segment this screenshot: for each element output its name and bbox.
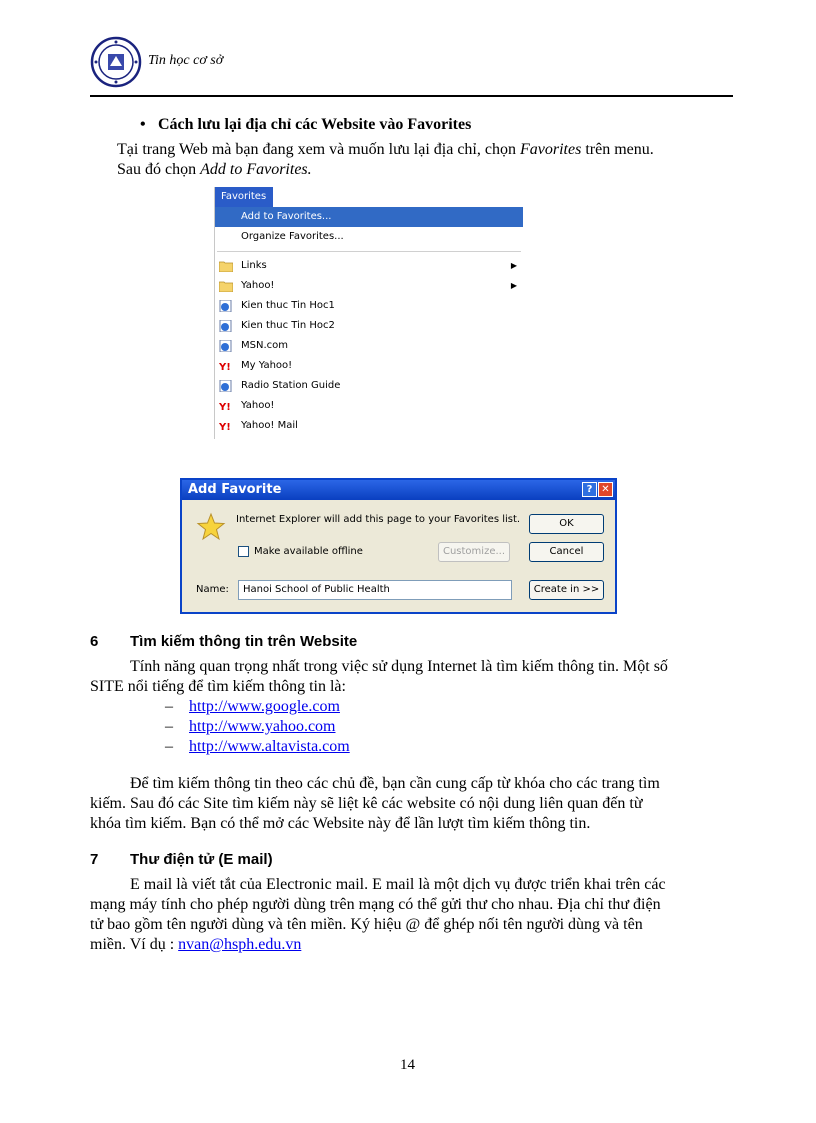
ie-page-icon: [219, 300, 233, 312]
intro-emphasis: Favorites: [519, 141, 582, 158]
menu-item-radio-station[interactable]: [215, 376, 523, 396]
menu-item-my-yahoo[interactable]: [215, 356, 523, 376]
menu-item-label: My Yahoo!: [241, 360, 293, 371]
svg-text:Y!: Y!: [219, 362, 231, 372]
intro-emphasis: Add to Favorites.: [200, 161, 312, 178]
list-item: – http://www.altavista.com: [165, 738, 350, 755]
favorites-menu: [214, 187, 523, 439]
submenu-arrow-icon: ▶: [510, 281, 517, 290]
menu-item-msn[interactable]: [215, 336, 523, 356]
yahoo-icon: [219, 420, 233, 432]
section-number: 6: [90, 633, 99, 650]
menu-item-label: Yahoo! Mail: [241, 420, 298, 431]
menu-item-organize-favorites[interactable]: Organize Favorites...: [241, 231, 344, 242]
menu-item-kien-thuc-1[interactable]: [215, 296, 523, 316]
intro-text: Sau đó chọn: [117, 161, 201, 178]
help-button[interactable]: ?: [582, 482, 597, 497]
menu-item-label: MSN.com: [241, 340, 288, 351]
offline-label: Make available offline: [254, 546, 363, 557]
section-6-paragraph: [90, 657, 740, 697]
menu-item-label: Links: [241, 260, 267, 271]
star-icon: [196, 512, 226, 542]
intro-paragraph: [117, 140, 737, 180]
paragraph-text: miền. Ví dụ :: [90, 936, 179, 953]
name-input[interactable]: Hanoi School of Public Health: [238, 580, 512, 600]
submenu-arrow-icon: ▶: [510, 261, 517, 270]
paragraph-line: Tính năng quan trọng nhất trong việc sử dụng Internet là tìm kiếm thông tin. Một số: [130, 658, 668, 675]
close-button[interactable]: ✕: [598, 482, 613, 497]
paragraph-line: [90, 935, 740, 955]
menu-item-yahoo-mail[interactable]: [215, 416, 523, 436]
offline-checkbox[interactable]: [238, 546, 249, 557]
menu-separator: [217, 251, 521, 252]
section-7-paragraph: [90, 875, 740, 955]
google-link[interactable]: http://www.google.com: [189, 698, 340, 715]
paragraph-line: khóa tìm kiếm. Bạn có thể mở các Website này để lần lượt tìm kiếm thông tin.: [90, 815, 591, 832]
menu-item-label: Yahoo!: [241, 280, 275, 291]
yahoo-icon: [219, 400, 233, 412]
school-logo-icon: [90, 36, 142, 88]
dialog-title: Add Favorite: [188, 482, 282, 497]
menu-item-label: Kien thuc Tin Hoc1: [241, 300, 335, 311]
menu-item-add-to-favorites[interactable]: Add to Favorites...: [215, 207, 523, 227]
add-favorite-dialog: [180, 478, 617, 614]
dialog-message: Internet Explorer will add this page to your Favorites list.: [236, 514, 521, 525]
section-title: Tìm kiếm thông tin trên Website: [130, 633, 358, 650]
ie-page-icon: [219, 340, 233, 352]
cancel-button[interactable]: Cancel: [529, 542, 604, 562]
dialog-title-bar: [182, 480, 615, 500]
intro-text: trên menu.: [581, 141, 654, 158]
folder-icon: [219, 260, 233, 272]
section-number: 7: [90, 851, 99, 868]
menu-item-label: Radio Station Guide: [241, 380, 341, 391]
menu-item-kien-thuc-2[interactable]: [215, 316, 523, 336]
search-sites-list: [165, 697, 350, 757]
altavista-link[interactable]: http://www.altavista.com: [189, 738, 350, 755]
folder-icon: [219, 280, 233, 292]
paragraph-line: E mail là viết tắt của Electronic mail. E mail là một dịch vụ được triển khai trên các: [130, 876, 666, 893]
header-divider: [90, 95, 733, 97]
bullet-icon: •: [140, 116, 146, 133]
menu-item-label: Yahoo!: [241, 400, 275, 411]
paragraph-line: SITE nổi tiếng để tìm kiếm thông tin là:: [90, 678, 346, 695]
yahoo-link[interactable]: http://www.yahoo.com: [189, 718, 336, 735]
ok-button[interactable]: OK: [529, 514, 604, 534]
yahoo-icon: [219, 360, 233, 372]
section-6-paragraph-2: [90, 774, 740, 834]
menu-item-yahoo[interactable]: [215, 396, 523, 416]
ie-page-icon: [219, 320, 233, 332]
email-link[interactable]: nvan@hsph.edu.vn: [178, 936, 302, 953]
svg-text:Y!: Y!: [219, 402, 231, 412]
paragraph-line: tử bao gồm tên người dùng và tên miền. Ký hiệu @ để ghép nối tên người dùng và tên: [90, 916, 643, 933]
svg-text:Y!: Y!: [219, 422, 231, 432]
section-6-heading: [90, 633, 357, 650]
section-7-heading: [90, 851, 273, 868]
paragraph-line: mạng máy tính cho phép người dùng trên mạng có thể gửi thư cho nhau. Địa chỉ thư điện: [90, 896, 661, 913]
page-number: 14: [400, 1057, 415, 1073]
ie-page-icon: [219, 380, 233, 392]
intro-text: Tại trang Web mà bạn đang xem và muốn lưu lại địa chỉ, chọn: [117, 141, 520, 158]
menu-item-links[interactable]: [215, 256, 523, 276]
list-item: – http://www.google.com: [165, 698, 340, 715]
customize-button[interactable]: Customize...: [438, 542, 510, 562]
paragraph-line: kiếm. Sau đó các Site tìm kiếm này sẽ liệt kê các website có nội dung liên quan đến từ: [90, 795, 643, 812]
section-title: Thư điện tử (E mail): [130, 851, 273, 868]
menu-item-label: Kien thuc Tin Hoc2: [241, 320, 335, 331]
header-title: Tin học cơ sở: [148, 53, 224, 68]
name-label: Name:: [196, 584, 229, 595]
list-item: – http://www.yahoo.com: [165, 718, 336, 735]
bullet-heading-text: Cách lưu lại địa chỉ các Website vào Favorites: [158, 116, 472, 133]
create-in-button[interactable]: Create in >>: [529, 580, 604, 600]
menu-item-yahoo-folder[interactable]: [215, 276, 523, 296]
paragraph-line: Để tìm kiếm thông tin theo các chủ đề, bạn cần cung cấp từ khóa cho các trang tìm: [130, 775, 660, 792]
bullet-heading: [140, 116, 471, 134]
favorites-menu-title[interactable]: Favorites: [215, 187, 273, 207]
